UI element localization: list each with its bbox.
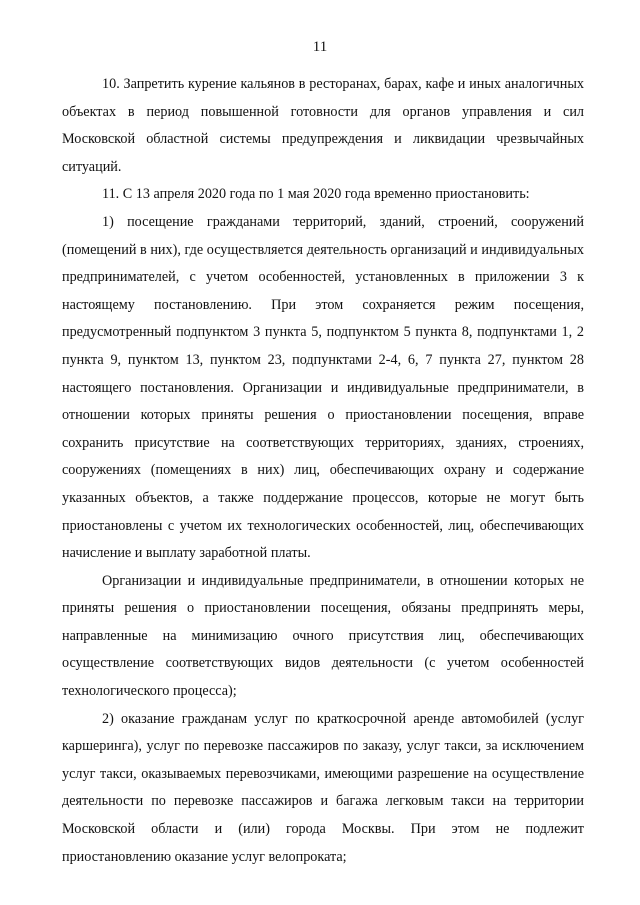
paragraph-11-subpoint-1: 1) посещение гражданами территорий, зданий, строений, сооружений (помещений в них), где осуществляется деятельность организаций и индивидуальных предпринимателей, с учетом особенностей, установленных в приложении 3 к настоящему постановлению. При этом сохраняется режим посещения, предусмотренный подпунктом 3 пункта 5, подпунктом 5 пункта 8, подпунктами 1, 2 пункта 9, пунктом 13, пунктом 23, подпунктами 2-4, 6, 7 пункта 27, пунктом 28 настоящего постановления. Организации и индивидуальные предприниматели, в отношении которых приняты решения о приостановлении посещения, вправе сохранить присутствие на соответствующих территориях, зданиях, строениях, сооружениях (помещениях в них) лиц, обеспечивающих охрану и содержание указанных объектов, а также поддержание процессов, которые не могут быть приостановлены с учетом их технологических особенностей, лиц, обеспечивающих начисление и выплату заработной платы. [62, 213, 584, 562]
page-number: 11 [312, 39, 328, 55]
paragraph-11-subpoint-2: 2) оказание гражданам услуг по краткосрочной аренде автомобилей (услуг каршеринга), услуг по перевозке пассажиров по заказу, услуг такси, за исключением услуг такси, оказываемых перевозчиками, имеющими разрешение на осуществление деятельности по перевозке пассажиров и багажа легковым такси на территории Московской области и (или) города Москвы. При этом не подлежит приостановлению оказание услуг велопроката; [62, 710, 584, 865]
paragraph-10: 10. Запретить курение кальянов в ресторанах, барах, кафе и иных аналогичных объектах в период повышенной готовности для органов управления и сил Московской областной системы предупреждения и ликвидации чрезвычайных ситуаций. [62, 76, 584, 175]
paragraph-11-intro: 11. С 13 апреля 2020 года по 1 мая 2020 года временно приостановить: [102, 186, 530, 203]
document-body [62, 71, 584, 871]
paragraph-organizations-measures: Организации и индивидуальные предприниматели, в отношении которых не приняты решения о приостановлении посещения, обязаны предпринять меры, направленные на минимизацию очного присутствия лиц, обеспечивающих осуществление соответствующих видов деятельности (с учетом особенностей технологического процесса); [62, 572, 584, 700]
